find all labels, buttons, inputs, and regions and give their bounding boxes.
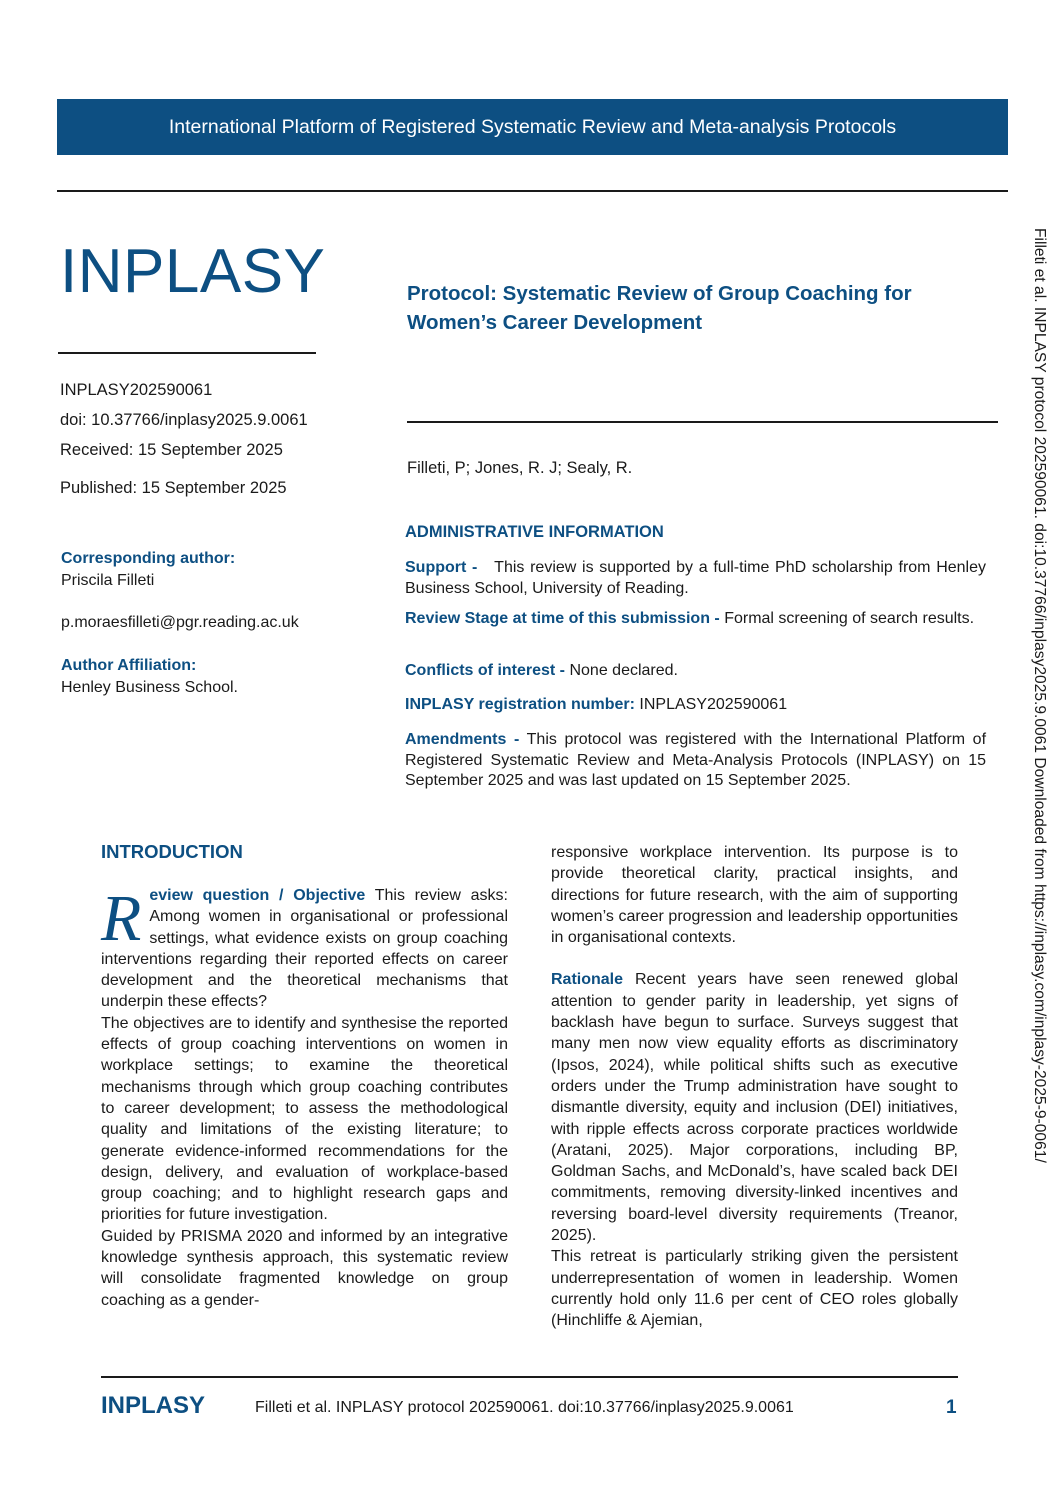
admin-support xyxy=(405,558,986,599)
amend-text: This protocol was registered with the International Platform of Registered Systematic Review and Meta-Analysis Protocols (INPLASY) on 15 September 2025 and was last updated on 15 September 2025. xyxy=(405,731,987,789)
conflicts-label: Conflicts of interest - xyxy=(405,662,566,679)
corresponding-author-name: Priscila Filleti xyxy=(61,572,155,589)
registration-id: INPLASY202590061 xyxy=(60,381,213,399)
journal-banner: International Platform of Registered Systematic Review and Meta-analysis Protocols xyxy=(57,99,1008,155)
regnum-label: INPLASY registration number: xyxy=(405,696,635,713)
admin-heading: ADMINISTRATIVE INFORMATION xyxy=(405,523,664,541)
paper-title: Protocol: Systematic Review of Group Coaching for Women’s Career Development xyxy=(407,282,912,334)
objectives-paragraph: The objectives are to identify and synthesise the reported effects of group coaching interventions on women in workplace settings; to examine the theoretical mechanisms through which group coaching contributes to career development; to assess the methodological quality and limitations of the existing literature; to generate evidence-informed recommendations for the design, delivery, and evaluation of workplace-based group coaching; and to highlight research gaps and priorities for future investigation. xyxy=(101,1014,508,1224)
logo-divider xyxy=(58,352,316,354)
admin-conflicts xyxy=(405,661,986,682)
support-text: This review is supported by a full-time PhD scholarship from Henley Business School, University of Reading. xyxy=(405,559,987,597)
support-label: Support - xyxy=(405,559,478,576)
affiliation-value: Henley Business School. xyxy=(61,679,238,696)
review-question-text: This review asks: Among women in organisational or professional settings, what evidence exists on group coaching interventions regarding their reported effects on career development and the theoretical mechanisms that underpin these effects? xyxy=(101,887,508,1011)
corresponding-author-email[interactable]: p.moraesfilleti@pgr.reading.ac.uk xyxy=(61,614,299,631)
download-side-note xyxy=(1028,228,1050,1304)
intro-right-column xyxy=(551,842,958,1332)
header-divider xyxy=(57,190,1008,192)
side-note-text: Filleti et al. INPLASY protocol 202590061. doi:10.37766/inplasy2025.9.0061 Downloaded from https://inplasy.com/inplasy-2025-9-0061/ xyxy=(1031,228,1048,1163)
drop-cap: R xyxy=(101,882,142,955)
rationale-label: Rationale xyxy=(551,971,624,989)
amend-label: Amendments - xyxy=(405,731,520,748)
admin-registration-number xyxy=(405,695,986,716)
page-number: 1 xyxy=(946,1397,957,1418)
review-question-label: eview question / Objective xyxy=(149,887,366,904)
review-question-paragraph xyxy=(101,882,508,1013)
published-date: Published: 15 September 2025 xyxy=(60,479,287,497)
corresponding-author-label: Corresponding author: xyxy=(61,550,236,567)
admin-stage xyxy=(405,609,986,630)
authors-line: Filleti, P; Jones, R. J; Sealy, R. xyxy=(407,459,633,477)
intro-left-column xyxy=(101,882,508,1311)
inplasy-logo: INPLASY xyxy=(60,237,326,306)
received-date: Received: 15 September 2025 xyxy=(60,441,283,459)
doi: doi: 10.37766/inplasy2025.9.0061 xyxy=(60,411,308,429)
purpose-paragraph: responsive workplace intervention. Its purpose is to provide theoretical clarity, practical insights, and directions for future research, with the aim of supporting women’s career progression and leadership opportunities in organisational contexts. xyxy=(551,844,958,947)
rationale-paragraph xyxy=(551,969,958,1246)
rationale-text: Recent years have seen renewed global attention to gender parity in leadership, yet signs of backlash have begun to surface. Surveys suggest that many men now view equality efforts as discriminatory (Ipsos, 2024), while political shifts such as executive orders under the Trump administration have sought to dismantle diversity, equity and inclusion (DEI) initiatives, with ripple effects across corporate practices worldwide (Aratani, 2025). Major corporations, including BP, Goldman Sachs, and McDonald’s, have scaled back DEI commitments, removing diversity-linked incentives and reversing board-level diversity requirements (Treanor, 2025). xyxy=(551,971,958,1245)
retreat-paragraph: This retreat is particularly striking given the persistent underrepresentation of women in leadership. Women currently hold only 11.6 per cent of CEO roles globally (Hinchliffe & Ajemian, xyxy=(551,1248,958,1330)
admin-amendments xyxy=(405,730,986,792)
title-divider xyxy=(407,421,998,423)
footer-citation: Filleti et al. INPLASY protocol 202590061. doi:10.37766/inplasy2025.9.0061 xyxy=(255,1399,794,1416)
introduction-heading: INTRODUCTION xyxy=(101,841,243,862)
footer-divider xyxy=(101,1376,958,1378)
conflicts-text: None declared. xyxy=(569,662,678,679)
regnum-text: INPLASY202590061 xyxy=(639,696,788,713)
methods-paragraph: Guided by PRISMA 2020 and informed by an integrative knowledge synthesis approach, this systematic review will consolidate fragmented knowledge on group coaching as a gender- xyxy=(101,1227,508,1309)
stage-text: Formal screening of search results. xyxy=(724,610,975,627)
footer-logo: INPLASY xyxy=(101,1392,206,1419)
affiliation-label: Author Affiliation: xyxy=(61,657,197,674)
stage-label: Review Stage at time of this submission - xyxy=(405,610,720,627)
